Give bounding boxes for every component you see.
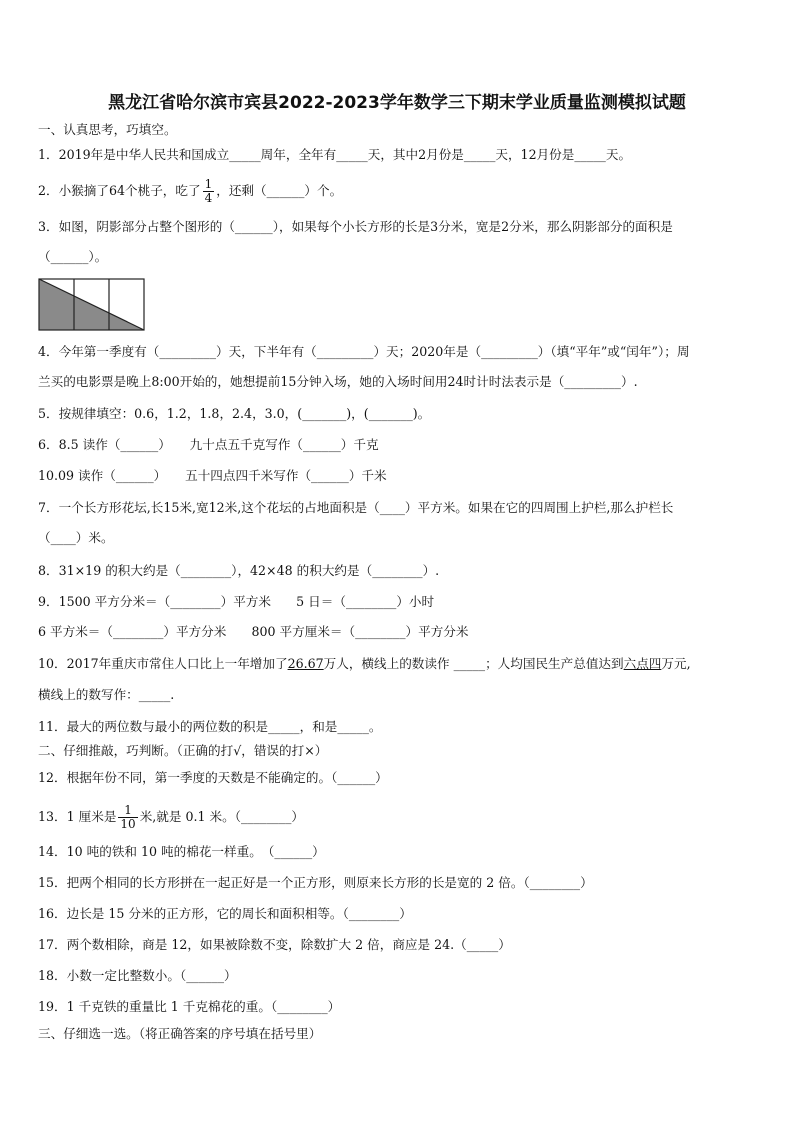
- fraction-one-quarter: [203, 178, 215, 205]
- question-13: [38, 804, 768, 831]
- page-title: 黑龙江省哈尔滨市宾县2022-2023学年数学三下期末学业质量监测模拟试题: [108, 93, 686, 113]
- fraction-denominator: 4: [204, 191, 213, 205]
- question-11: 11．最大的两位数与最小的两位数的积是_____，和是_____。: [38, 719, 382, 734]
- question-6-line-2: 10.09 读作（______） 五十四点四千米写作（______）千米: [38, 468, 387, 483]
- question-9-line-1: 9．1500 平方分米＝（________）平方米 5 日＝（________）小时: [38, 594, 435, 609]
- question-10-text-3: 万元,: [661, 656, 691, 671]
- question-4-line-1: 4．今年第一季度有（_________）天，下半年有（_________）天；2020年是（_________）（填“平年”或“闰年”）；周: [38, 344, 690, 359]
- question-9-line-2: 6 平方米＝（________）平方分米 800 平方厘米＝（________）平方分米: [38, 624, 469, 639]
- question-8: 8．31×19 的积大约是（________），42×48 的积大约是（________）.: [38, 563, 440, 578]
- question-13-text-before: 13．1 厘米是: [38, 809, 117, 824]
- question-18: 18．小数一定比整数小。（______）: [38, 968, 237, 983]
- question-10-line-2: 横线上的数写作：_____.: [38, 687, 175, 702]
- underlined-words: 六点四: [623, 656, 662, 671]
- question-3-line-2: （______）。: [38, 249, 108, 264]
- fraction-one-tenth: [118, 804, 137, 831]
- question-7-line-1: 7．一个长方形花坛,长15米,宽12米,这个花坛的占地面积是（____）平方米。如果在它的四周围上护栏,那么护栏长: [38, 500, 674, 515]
- section-heading-true-false: 二、仔细推敲，巧判断。（正确的打√，错误的打×）: [38, 743, 328, 758]
- fraction-numerator: 1: [124, 803, 132, 817]
- underlined-number: 26.67: [287, 656, 324, 671]
- question-14: 14．10 吨的铁和 10 吨的棉花一样重。 （______）: [38, 844, 325, 859]
- question-3-line-1: 3．如图，阴影部分占整个图形的（______），如果每个小长方形的长是3分米，宽是2分米，那么阴影部分的面积是: [38, 219, 673, 234]
- question-10-text-2: 万人，横线上的数读作 _____；人均国民生产总值达到: [323, 656, 624, 671]
- question-4-line-2: 兰买的电影票是晚上8:00开始的，她想提前15分钟入场，她的入场时间用24时计时法表示是（_________）.: [38, 374, 638, 389]
- section-heading-fill-blank: 一、认真思考，巧填空。: [38, 122, 177, 137]
- question-19: 19．1 千克铁的重量比 1 千克棉花的重。（________）: [38, 999, 341, 1014]
- question-1: 1．2019年是中华人民共和国成立_____周年，全年有_____天，其中2月份是_____天，12月份是_____天。: [38, 147, 632, 162]
- question-13-text-after: 米,就是 0.1 米。（________）: [139, 809, 304, 824]
- question-16: 16．边长是 15 分米的正方形，它的周长和面积相等。（________）: [38, 906, 412, 921]
- question-15: 15．把两个相同的长方形拼在一起正好是一个正方形，则原来长方形的长是宽的 2 倍。（________）: [38, 875, 593, 890]
- question-7-line-2: （____）米。: [38, 530, 114, 545]
- fraction-denominator: 10: [120, 817, 136, 831]
- question-2-text-before: 2．小猴摘了64个桃子，吃了: [38, 183, 201, 198]
- question-2-text-after: ，还剩（______）个。: [216, 183, 343, 198]
- question-10-line-1: [38, 655, 768, 673]
- question-12: 12．根据年份不同，第一季度的天数是不能确定的。（______）: [38, 770, 388, 785]
- question-10-text-1: 10．2017年重庆市常住人口比上一年增加了: [38, 656, 288, 671]
- section-heading-multiple-choice: 三、仔细选一选。（将正确答案的序号填在括号里）: [38, 1026, 322, 1041]
- question-6-line-1: 6．8.5 读作（______） 九十点五千克写作（______）千克: [38, 437, 379, 452]
- fraction-numerator: 1: [204, 177, 213, 191]
- question-17: 17．两个数相除，商是 12，如果被除数不变，除数扩大 2 倍，商应是 24.（_____）: [38, 937, 511, 952]
- rectangle-shading-figure: [38, 278, 146, 332]
- question-2: [38, 178, 768, 205]
- question-5: 5．按规律填空：0.6，1.2，1.8，2.4，3.0，(_______)，(_______)。: [38, 406, 431, 421]
